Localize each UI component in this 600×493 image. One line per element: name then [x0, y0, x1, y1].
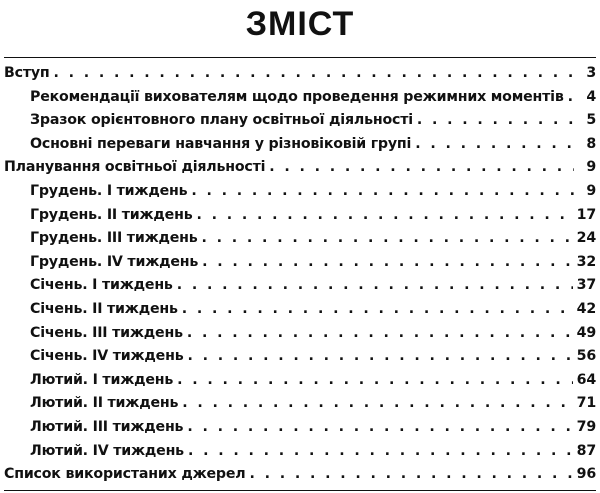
toc-entry[interactable]	[4, 416, 596, 440]
toc-entry-title: Січень. ІІІ тиждень	[30, 324, 183, 341]
dot-leader	[182, 392, 572, 416]
dot-leader	[187, 322, 573, 346]
toc-entry-title: Лютий. ІІ тиждень	[30, 395, 179, 412]
toc-entry-page: 24	[576, 230, 596, 247]
toc-entry-title: Планування освітньої діяльності	[4, 159, 266, 176]
toc-entry-title: Основні переваги навчання у різновіковій групі	[30, 135, 412, 152]
toc-entry-page: 96	[576, 466, 596, 483]
toc-entry[interactable]	[4, 204, 596, 228]
dot-leader	[202, 227, 573, 251]
dot-leader	[182, 298, 573, 322]
toc-entry[interactable]	[4, 180, 596, 204]
toc-entry-page: 32	[576, 253, 596, 270]
dot-leader	[54, 62, 575, 86]
toc-entry-page: 42	[576, 300, 596, 317]
toc-entry-page: 17	[576, 206, 596, 223]
toc-entry-page: 3	[586, 65, 596, 81]
dot-leader	[202, 251, 572, 275]
dot-leader	[415, 133, 574, 157]
toc-entry[interactable]	[4, 274, 596, 298]
dot-leader	[417, 109, 574, 133]
toc-entry-title: Січень. IV тиждень	[30, 348, 184, 365]
toc-entry[interactable]	[4, 86, 596, 110]
toc-entry-page: 64	[576, 371, 596, 388]
toc-entry-page: 9	[586, 182, 596, 199]
toc-entry[interactable]	[4, 392, 596, 416]
toc-entry-title: Січень. ІІ тиждень	[30, 300, 178, 317]
toc-entry-title: Лютий. IV тиждень	[30, 442, 184, 459]
toc-entry[interactable]	[4, 369, 596, 393]
dot-leader	[196, 204, 572, 228]
toc-entry-title: Грудень. ІІІ тиждень	[30, 230, 198, 247]
toc-entry[interactable]	[4, 345, 596, 369]
toc-entry[interactable]	[4, 156, 596, 180]
toc-entry[interactable]	[4, 62, 596, 86]
toc-entry-title: Січень. І тиждень	[30, 277, 173, 294]
toc-entry-page: 5	[586, 112, 596, 129]
dot-leader	[269, 156, 574, 180]
toc-entry[interactable]	[4, 463, 596, 487]
toc-entry[interactable]	[4, 298, 596, 322]
toc-entry-title: Грудень. І тиждень	[30, 182, 188, 199]
dot-leader	[191, 180, 574, 204]
dot-leader	[177, 369, 572, 393]
dot-leader	[177, 274, 573, 298]
dot-leader	[187, 416, 572, 440]
toc-entry[interactable]	[4, 133, 596, 157]
toc-entry-page: 4	[586, 88, 596, 105]
toc-entry-title: Грудень. ІІ тиждень	[30, 206, 193, 223]
bottom-rule	[4, 490, 596, 491]
dot-leader	[188, 440, 573, 464]
toc-entry-title: Список використаних джерел	[4, 466, 246, 483]
top-rule	[4, 57, 596, 58]
page-title: ЗМІСТ	[245, 5, 355, 43]
dot-leader	[187, 345, 572, 369]
toc-entry-title: Грудень. IV тиждень	[30, 253, 199, 270]
toc-entry-page: 71	[576, 395, 596, 412]
toc-entry-title: Лютий. ІІІ тиждень	[30, 418, 184, 435]
table-of-contents	[4, 62, 596, 487]
toc-entry-title: Лютий. І тиждень	[30, 371, 174, 388]
dot-leader	[249, 463, 572, 487]
toc-entry[interactable]	[4, 109, 596, 133]
toc-entry-page: 9	[586, 159, 596, 176]
toc-entry-title: Вступ	[4, 65, 50, 81]
toc-entry-page: 56	[576, 348, 596, 365]
toc-entry[interactable]	[4, 227, 596, 251]
toc-entry[interactable]	[4, 440, 596, 464]
dot-leader	[568, 86, 574, 110]
toc-entry-page: 8	[586, 135, 596, 152]
toc-entry-title: Рекомендації вихователям щодо проведення режимних моментів	[30, 88, 564, 105]
toc-entry[interactable]	[4, 251, 596, 275]
toc-entry-page: 79	[576, 418, 596, 435]
toc-entry-page: 87	[576, 442, 596, 459]
toc-entry-page: 49	[576, 324, 596, 341]
toc-entry-title: Зразок орієнтовного плану освітньої діяльності	[30, 112, 413, 129]
toc-entry[interactable]	[4, 322, 596, 346]
toc-entry-page: 37	[576, 277, 596, 294]
